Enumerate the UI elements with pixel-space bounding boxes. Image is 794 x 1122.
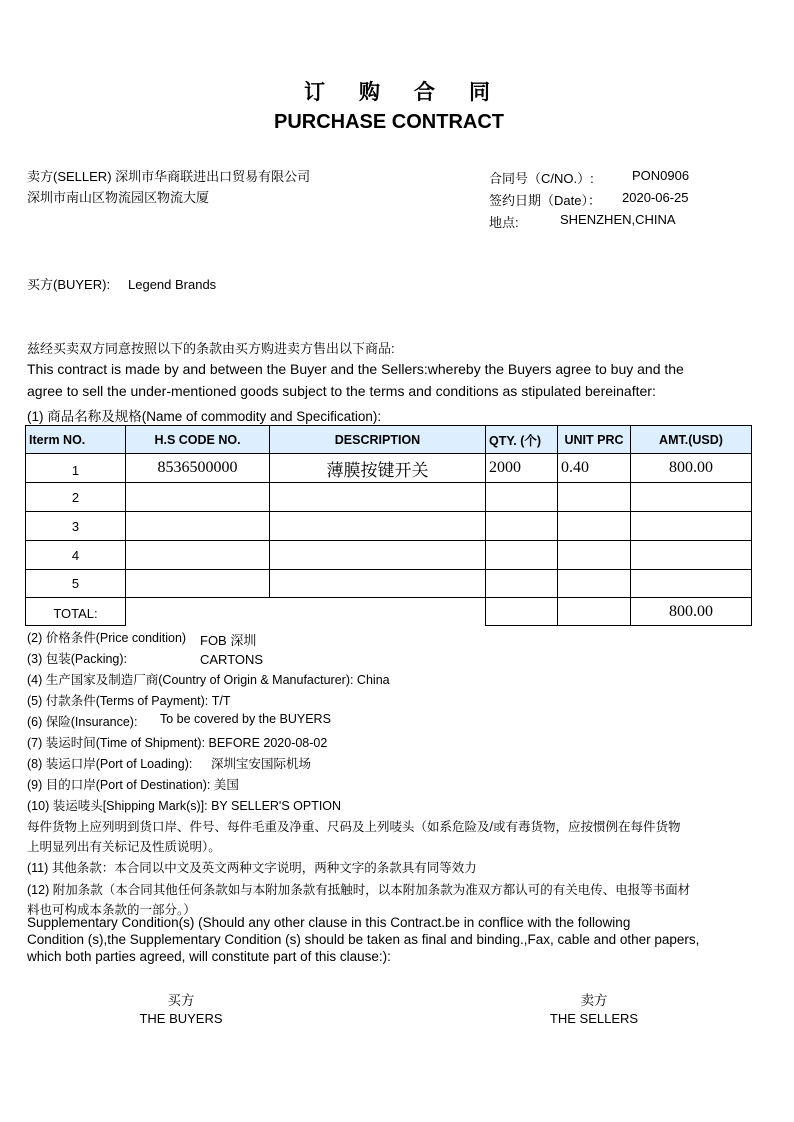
buyer-signature-en: THE BUYERS bbox=[139, 1011, 223, 1026]
supplementary-en-3: which both parties agreed, will constitute part of this clause:): bbox=[27, 949, 391, 964]
row3-qty bbox=[485, 511, 558, 541]
loading-label: (8) 装运口岸(Port of Loading): bbox=[27, 757, 193, 771]
buyer-label: 买方(BUYER): bbox=[27, 277, 111, 292]
total-label: TOTAL: bbox=[25, 597, 126, 626]
loading-value: 深圳宝安国际机场 bbox=[211, 757, 312, 771]
contract-date-label: 签约日期（Date）： bbox=[489, 193, 601, 208]
insurance-value: To be covered by the BUYERS bbox=[160, 712, 331, 726]
row2-hs-code bbox=[125, 482, 270, 512]
contract-no-label: 合同号（C/NO.）: bbox=[489, 171, 594, 186]
row1-item-no: 1 bbox=[25, 453, 126, 483]
packing-label: (3) 包装(Packing): bbox=[27, 652, 128, 666]
total-unit-blank bbox=[557, 597, 631, 626]
row2-unit-price bbox=[557, 482, 631, 512]
seller-line bbox=[27, 166, 310, 185]
header-unit-price: UNIT PRC bbox=[557, 425, 631, 454]
seller-name: 深圳市华商联进出口贸易有限公司 bbox=[115, 169, 311, 184]
row1-unit-price: 0.40 bbox=[557, 453, 631, 483]
row5-description bbox=[269, 569, 486, 598]
price-condition-label: (2) 价格条件(Price condition) bbox=[27, 631, 187, 645]
shipping-mark-note-2: 上明显列出有关标记及性质说明）。 bbox=[27, 840, 221, 854]
destination-line: (9) 目的口岸(Port of Destination): 美国 bbox=[27, 778, 239, 792]
contract-place-label: 地点: bbox=[489, 215, 519, 230]
buyer-name: Legend Brands bbox=[128, 277, 217, 292]
supplementary-cn-2: 料也可构成本条款的一部分。） bbox=[27, 903, 196, 917]
header-qty: QTY. (个) bbox=[485, 425, 558, 454]
row3-item-no: 3 bbox=[25, 511, 126, 541]
row5-amount bbox=[630, 569, 752, 598]
row3-unit-price bbox=[557, 511, 631, 541]
price-condition-value: FOB 深圳 bbox=[200, 633, 257, 648]
header-item-no: Iterm NO. bbox=[25, 425, 126, 454]
row4-qty bbox=[485, 540, 558, 570]
header-amount: AMT.(USD) bbox=[630, 425, 752, 454]
supplementary-en-2: Condition (s),the Supplementary Condition (s) should be taken as final and binding.,Fax, cable and other papers, bbox=[27, 932, 700, 947]
header-hs-code: H.S CODE NO. bbox=[125, 425, 270, 454]
total-amount: 800.00 bbox=[630, 597, 752, 626]
row1-description: 薄膜按键开关 bbox=[269, 453, 486, 483]
row1-qty: 2000 bbox=[485, 453, 558, 483]
row5-unit-price bbox=[557, 569, 631, 598]
buyer-signature-cn: 买方 bbox=[167, 993, 195, 1008]
row3-hs-code bbox=[125, 511, 270, 541]
row4-description bbox=[269, 540, 486, 570]
commodity-heading: (1) 商品名称及规格(Name of commodity and Specification): bbox=[27, 409, 382, 424]
row5-qty bbox=[485, 569, 558, 598]
contract-place-value: SHENZHEN,CHINA bbox=[560, 212, 676, 227]
seller-address: 深圳市南山区物流园区物流大厦 bbox=[27, 190, 210, 205]
intro-chinese: 兹经买卖双方同意按照以下的条款由买方购进卖方售出以下商品: bbox=[27, 341, 395, 356]
row5-item-no: 5 bbox=[25, 569, 126, 598]
origin-line: (4) 生产国家及制造厂商(Country of Origin & Manufacturer): China bbox=[27, 673, 390, 687]
intro-english-line1: This contract is made by and between the Buyer and the Sellers:whereby the Buyers agree to buy and the bbox=[27, 361, 684, 377]
intro-english-line2: agree to sell the under-mentioned goods subject to the terms and conditions as stipulated bereinafter: bbox=[27, 383, 656, 399]
contract-date-value: 2020-06-25 bbox=[622, 190, 689, 205]
row3-description bbox=[269, 511, 486, 541]
shipping-mark-line: (10) 装运唛头[Shipping Mark(s)]: BY SELLER'S OPTION bbox=[27, 799, 342, 813]
row1-amount: 800.00 bbox=[630, 453, 752, 483]
row2-amount bbox=[630, 482, 752, 512]
seller-signature-cn: 卖方 bbox=[580, 993, 608, 1008]
row5-hs-code bbox=[125, 569, 270, 598]
row2-item-no: 2 bbox=[25, 482, 126, 512]
supplementary-cn-1: (12) 附加条款（本合同其他任何条款如与本附加条款有抵触时，以本附加条款为准双方都认可的有关电传、电报等书面材 bbox=[27, 883, 691, 897]
shipping-mark-note-1: 每件货物上应列明到货口岸、件号、每件毛重及净重、尺码及上列唛头（如系危险及/或有毒货物，应按惯例在每件货物 bbox=[27, 820, 681, 834]
row4-unit-price bbox=[557, 540, 631, 570]
shipment-line: (7) 装运时间(Time of Shipment): BEFORE 2020-08-02 bbox=[27, 736, 328, 750]
title-chinese: 订购合同 bbox=[304, 80, 524, 104]
supplementary-en-1: Supplementary Condition(s) (Should any other clause in this Contract.be in conflice with the following bbox=[27, 915, 631, 930]
row4-amount bbox=[630, 540, 752, 570]
seller-label: 卖方(SELLER) bbox=[27, 169, 112, 184]
row2-qty bbox=[485, 482, 558, 512]
row1-hs-code: 8536500000 bbox=[125, 453, 270, 483]
other-terms-line: (11) 其他条款：本合同以中文及英文两种文字说明，两种文字的条款具有同等效力 bbox=[27, 861, 477, 875]
packing-value: CARTONS bbox=[200, 652, 264, 667]
header-description: DESCRIPTION bbox=[269, 425, 486, 454]
seller-signature-en: THE SELLERS bbox=[549, 1011, 639, 1026]
row4-hs-code bbox=[125, 540, 270, 570]
contract-no-value: PON0906 bbox=[632, 168, 690, 183]
payment-line: (5) 付款条件(Terms of Payment): T/T bbox=[27, 694, 231, 708]
title-english: PURCHASE CONTRACT bbox=[274, 111, 504, 133]
row2-description bbox=[269, 482, 486, 512]
insurance-label: (6) 保险(Insurance): bbox=[27, 715, 138, 729]
row4-item-no: 4 bbox=[25, 540, 126, 570]
total-qty-blank bbox=[485, 597, 558, 626]
row3-amount bbox=[630, 511, 752, 541]
